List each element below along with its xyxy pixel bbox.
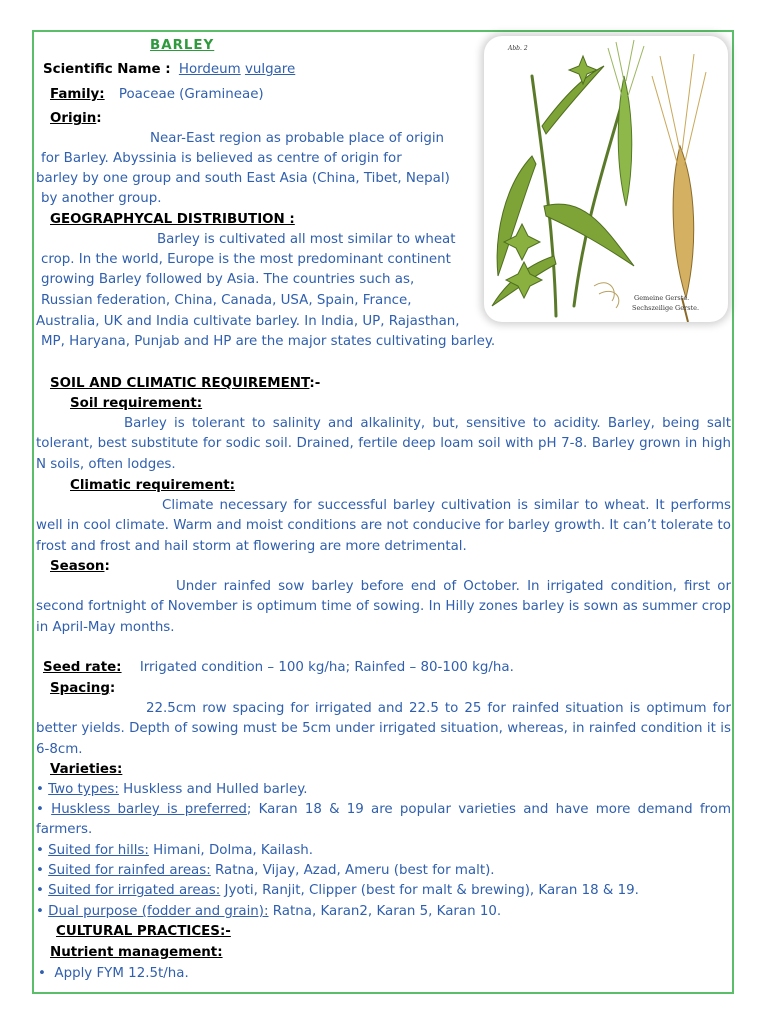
origin-line-3: barley by one group and south East Asia (China, Tibet, Nepal) bbox=[36, 171, 450, 186]
illustration-caption-1: Gemeine Gerste. bbox=[634, 294, 690, 302]
geo-line-4: Russian federation, China, Canada, USA, Spain, France, bbox=[41, 293, 412, 308]
variety-item: • Suited for irrigated areas: Jyoti, Ranjit, Clipper (best for malt & brewing), Karan 18 & 19. bbox=[36, 883, 639, 898]
variety-item-text: Himani, Dolma, Kailash. bbox=[148, 843, 314, 858]
seed-rate-label: Seed rate: bbox=[43, 660, 122, 675]
geo-heading: GEOGRAPHYCAL DISTRIBUTION : bbox=[50, 212, 295, 227]
nutrient-item-text: Apply FYM 12.5t/ha. bbox=[54, 966, 189, 981]
seed-rate-row bbox=[43, 658, 514, 678]
climatic-heading: Climatic requirement: bbox=[70, 478, 235, 493]
family-label: Family: bbox=[50, 87, 105, 102]
variety-item-head[interactable]: Huskless barley is preferred bbox=[51, 802, 247, 817]
spacing-label: Spacing bbox=[50, 681, 110, 696]
scientific-genus[interactable]: Hordeum bbox=[178, 62, 241, 77]
variety-item: • Huskless barley is preferred; Karan 18 & 19 are popular varieties and have more demand from farmers. bbox=[36, 802, 731, 838]
geo-line-3: growing Barley followed by Asia. The countries such as, bbox=[41, 272, 415, 287]
soil-climate-heading bbox=[50, 374, 320, 394]
page-title: BARLEY bbox=[150, 38, 215, 53]
variety-item: • Suited for hills: Himani, Dolma, Kailash. bbox=[36, 843, 314, 858]
variety-item: • Dual purpose (fodder and grain): Ratna, Karan2, Karan 5, Karan 10. bbox=[36, 904, 502, 919]
soil-heading: Soil requirement: bbox=[70, 396, 203, 411]
variety-item-text: Huskless and Hulled barley. bbox=[118, 782, 308, 797]
variety-item-text: ; Karan 18 & 19 are popular varieties and have more demand from farmers. bbox=[36, 802, 731, 838]
variety-item-text: Jyoti, Ranjit, Clipper (best for malt & brewing), Karan 18 & 19. bbox=[220, 883, 639, 898]
variety-item-head[interactable]: Dual purpose (fodder and grain): bbox=[48, 904, 269, 919]
soil-paragraph: Barley is tolerant to salinity and alkalinity, but, sensitive to acidity. Barley, being salt tolerant, best substitute for sodic soil. Drained, fertile deep loam soil with pH 7-8. Barley grown in high N soils, often lodges. bbox=[36, 416, 731, 472]
illustration-caption-2: Sechszeilige Gerste. bbox=[632, 304, 700, 312]
family-value: Poaceae (Gramineae) bbox=[118, 87, 264, 102]
spacing-paragraph: 22.5cm row spacing for irrigated and 22.5 to 25 for rainfed situation is optimum for better yields. Depth of sowing must be 5cm under irrigated situation, whereas, in rainfed condition it is 6-8cm. bbox=[36, 701, 731, 757]
varieties-heading: Varieties: bbox=[50, 762, 123, 777]
scientific-species[interactable]: vulgare bbox=[244, 62, 296, 77]
spacing-heading: Spacing: bbox=[50, 681, 116, 696]
geo-line-1: Barley is cultivated all most similar to wheat bbox=[157, 232, 456, 247]
origin-line-4: by another group. bbox=[41, 191, 162, 206]
soil-climate-suffix: :- bbox=[309, 376, 321, 391]
season-paragraph: Under rainfed sow barley before end of October. In irrigated condition, first or second fortnight of November is optimum time of sowing. In Hilly zones barley is sown as summer crop in April-May months. bbox=[36, 579, 731, 635]
cultural-practices-heading: CULTURAL PRACTICES:- bbox=[56, 924, 231, 939]
variety-item: • Two types: Huskless and Hulled barley. bbox=[36, 782, 308, 797]
geo-line-2: crop. In the world, Europe is the most predominant continent bbox=[41, 252, 451, 267]
variety-item: • Suited for rainfed areas: Ratna, Vijay, Azad, Ameru (best for malt). bbox=[36, 863, 495, 878]
nutrient-item: • Apply FYM 12.5t/ha. bbox=[38, 966, 189, 981]
family-row bbox=[50, 85, 264, 105]
variety-item-text: Ratna, Karan2, Karan 5, Karan 10. bbox=[268, 904, 502, 919]
variety-item-head[interactable]: Suited for irrigated areas: bbox=[48, 883, 221, 898]
variety-item-text: Ratna, Vijay, Azad, Ameru (best for malt). bbox=[210, 863, 495, 878]
variety-item-head[interactable]: Suited for hills: bbox=[48, 843, 149, 858]
origin-label: Origin bbox=[50, 111, 97, 126]
origin-line-2: for Barley. Abyssinia is believed as centre of origin for bbox=[41, 151, 402, 166]
geo-line-5: Australia, UK and India cultivate barley. In India, UP, Rajasthan, bbox=[36, 314, 460, 329]
nutrient-heading: Nutrient management: bbox=[50, 945, 223, 960]
season-label: Season bbox=[50, 559, 105, 574]
soil-climate-label: SOIL AND CLIMATIC REQUIREMENT bbox=[50, 376, 310, 391]
variety-item-head[interactable]: Two types: bbox=[48, 782, 119, 797]
scientific-name-label: Scientific Name : bbox=[43, 62, 171, 77]
plate-number: Abb. 2 bbox=[508, 45, 528, 52]
variety-item-head[interactable]: Suited for rainfed areas: bbox=[48, 863, 211, 878]
barley-plant-illustration bbox=[484, 36, 728, 322]
origin-line-1: Near-East region as probable place of origin bbox=[150, 131, 445, 146]
seed-rate-value: Irrigated condition – 100 kg/ha; Rainfed – 80-100 kg/ha. bbox=[139, 660, 514, 675]
origin-heading: Origin: bbox=[50, 111, 102, 126]
climatic-paragraph: Climate necessary for successful barley cultivation is similar to wheat. It performs well in cool climate. Warm and moist conditions are not conducive for barley growth. It can’t tolerate to frost and frost and hail storm at flowering are more detrimental. bbox=[36, 498, 731, 554]
season-heading: Season: bbox=[50, 559, 110, 574]
geo-line-6: MP, Haryana, Punjab and HP are the major states cultivating barley. bbox=[41, 334, 496, 349]
scientific-name-row bbox=[43, 60, 295, 80]
